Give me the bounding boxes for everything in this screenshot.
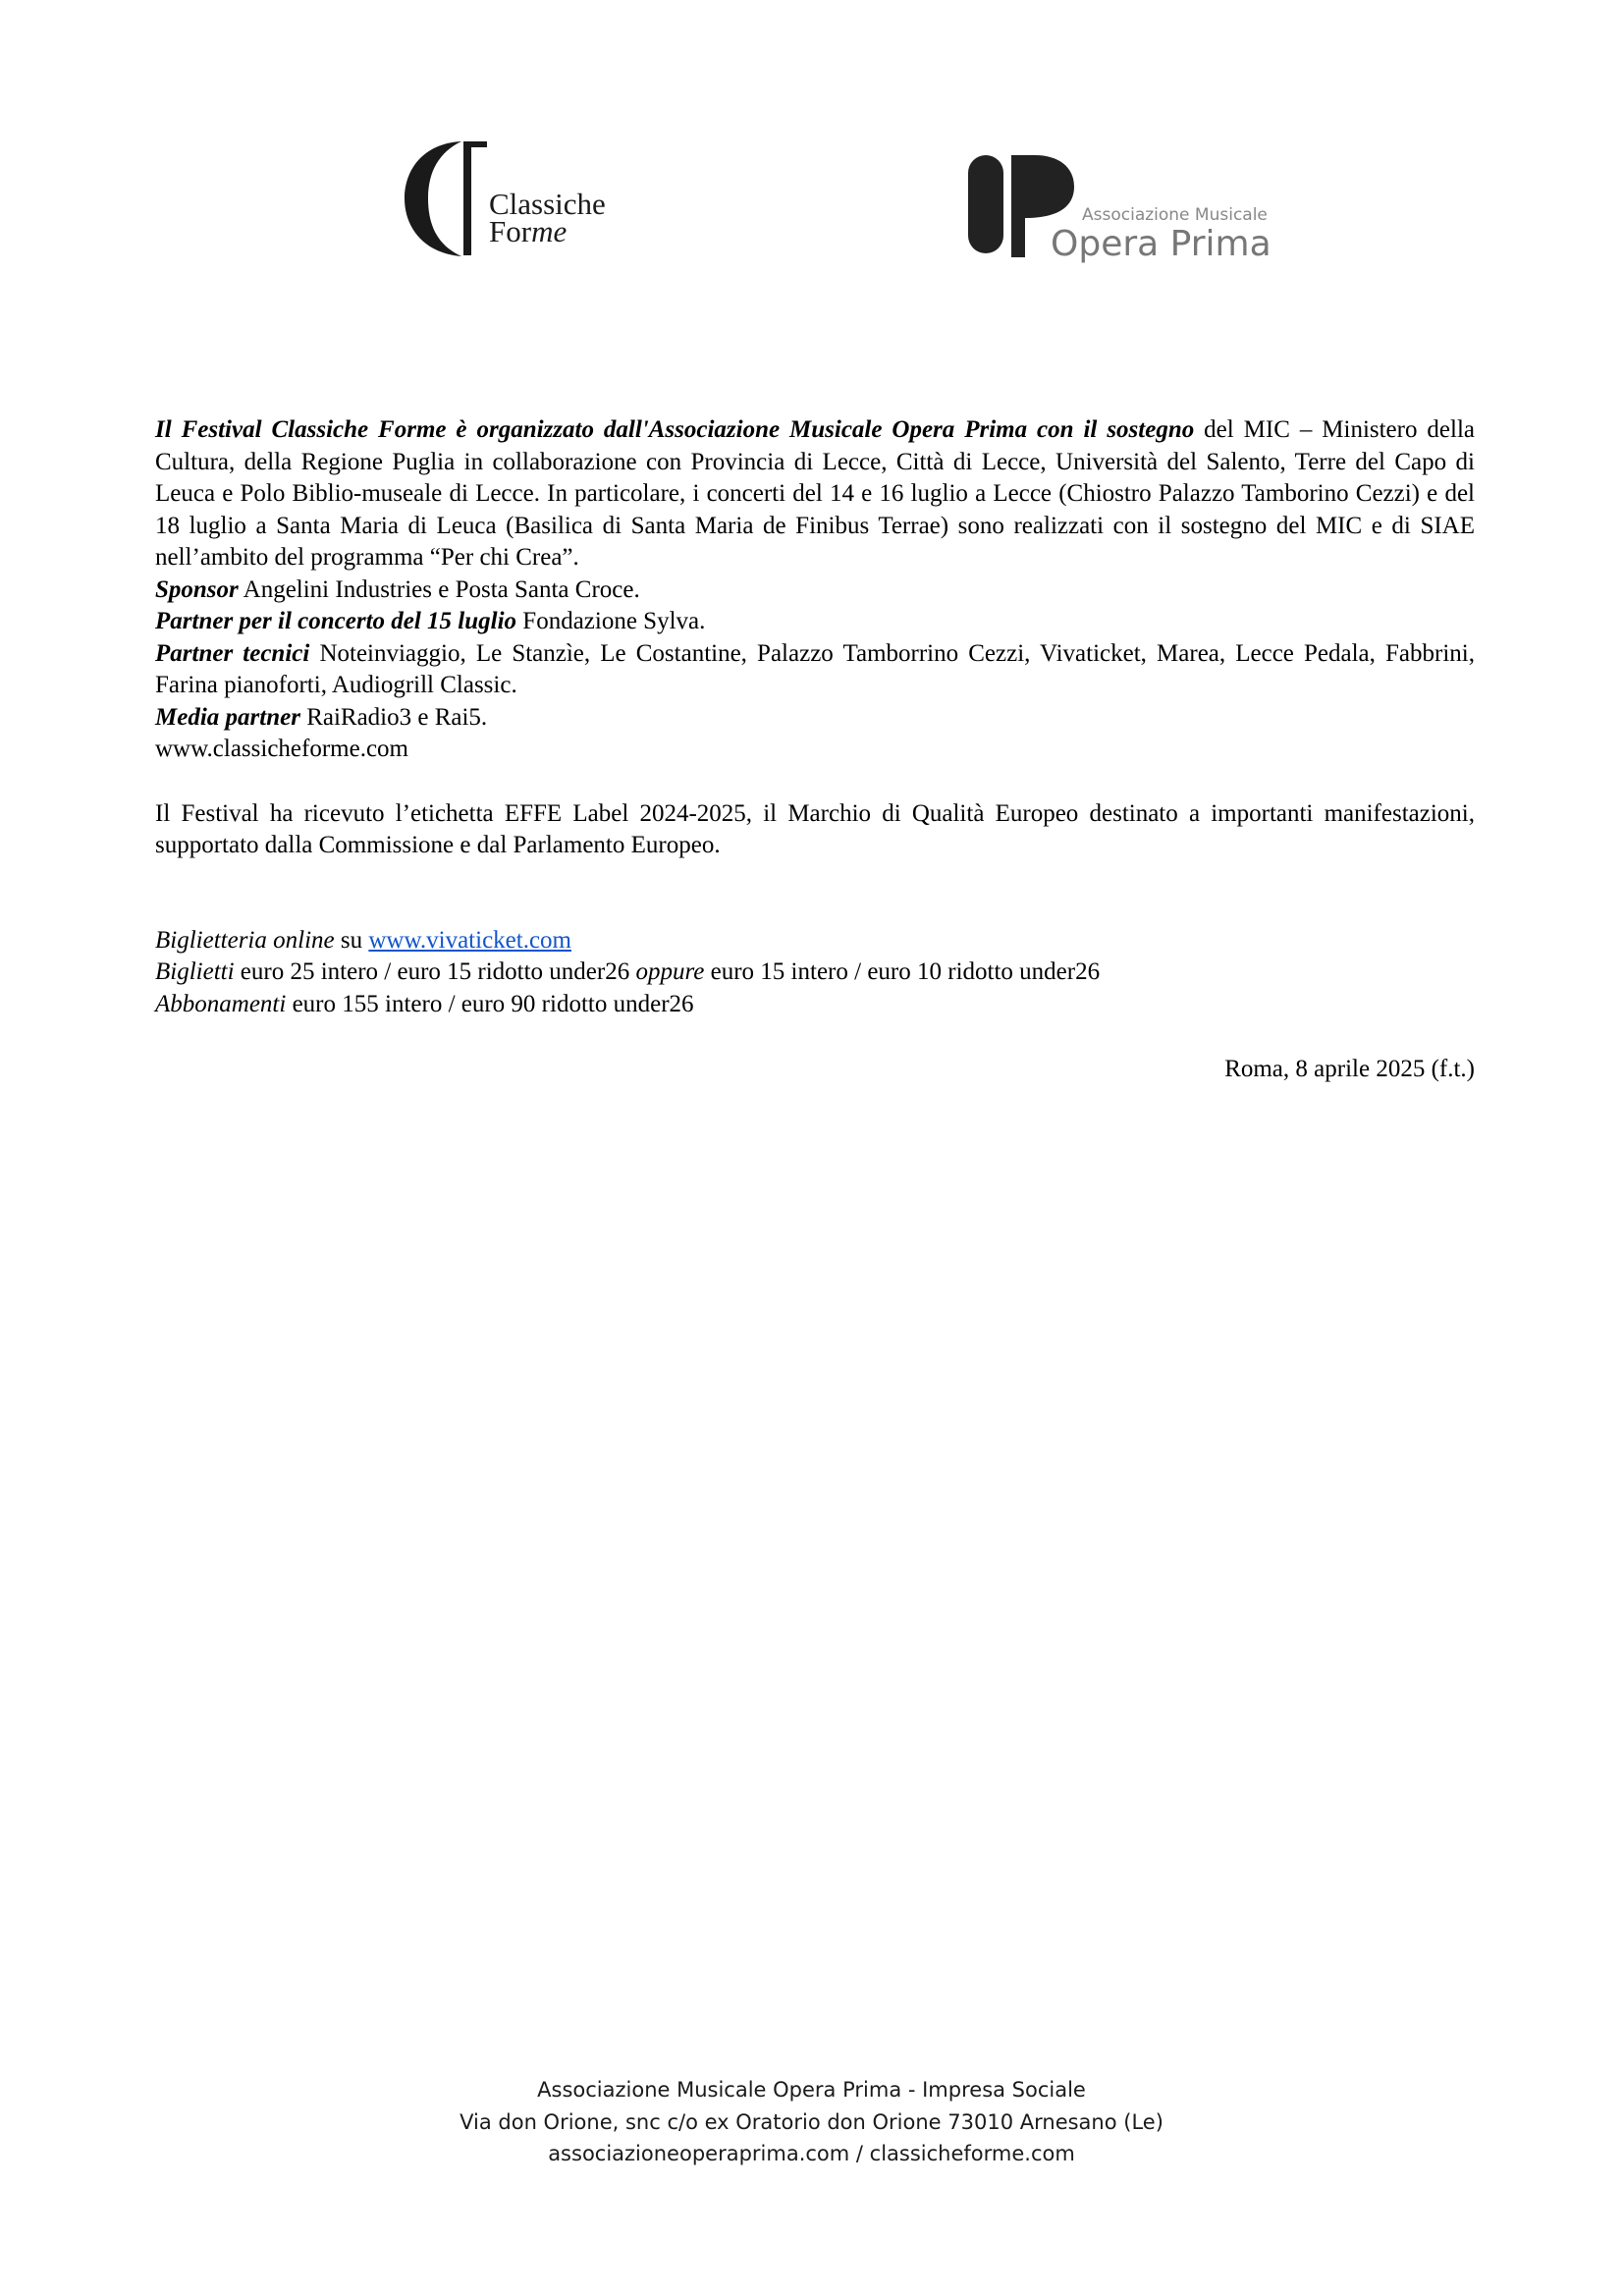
footer-line-3: associazioneoperaprima.com / classicheforme.com bbox=[548, 2142, 1075, 2165]
svg-text:Forme bbox=[489, 214, 567, 248]
classiche-forme-logo-line2a: For bbox=[489, 214, 532, 248]
ticketing-label: Biglietteria online bbox=[155, 926, 335, 954]
footer-line-2: Via don Orione, snc c/o ex Oratorio don Orione 73010 Arnesano (Le) bbox=[460, 2109, 1163, 2134]
sponsor-text: Angelini Industries e Posta Santa Croce. bbox=[238, 575, 640, 603]
vivaticket-link[interactable]: www.vivaticket.com bbox=[368, 926, 571, 954]
intro-text: del MIC – Ministero della Cultura, della Regione Puglia in collaborazione con Provincia di Lecce, Città di Lecce, Università del Salento, Terre del Capo di Leuca e Polo Biblio-museale di Lecce. In particolare, i concerti del 14 e 16 luglio a Lecce (Chiostro Palazzo Tamborino Cezzi) e del 18 luglio a Santa Maria di Leuca (Basilica di Santa Maria de Finibus Terrae) sono realizzati con il sostegno del MIC e di SIAE nell’ambito del programma “Per chi Crea”. bbox=[155, 416, 1476, 571]
partner-tecnici-label: Partner tecnici bbox=[155, 639, 310, 667]
classiche-forme-logo-mark bbox=[403, 137, 638, 260]
opera-prima-logo bbox=[952, 147, 1286, 265]
website-line: www.classicheforme.com bbox=[155, 736, 409, 762]
footer-line-1: Associazione Musicale Opera Prima - Impresa Sociale bbox=[537, 2078, 1086, 2102]
page-footer bbox=[0, 2074, 1623, 2170]
intro-paragraph bbox=[155, 414, 1475, 574]
subscriptions-label: Abbonamenti bbox=[155, 990, 287, 1017]
sponsor-label: Sponsor bbox=[155, 575, 239, 603]
classiche-forme-logo bbox=[403, 137, 638, 260]
opera-prima-logo-line2: Opera Prima bbox=[1051, 224, 1271, 264]
partner-15-luglio-label: Partner per il concerto del 15 luglio bbox=[155, 608, 517, 634]
partner-tecnici-text: Noteinviaggio, Le Stanzìe, Le Costantine, Palazzo Tamborrino Cezzi, Vivaticket, Marea, Lecce Pedala, Fabbrini, Farina pianoforti, Audiogrill Classic. bbox=[155, 639, 1475, 698]
classiche-forme-logo-line1: Classiche bbox=[489, 187, 606, 221]
opera-prima-logo-line1: Associazione Musicale bbox=[1082, 205, 1268, 225]
partner-15-luglio-line bbox=[155, 606, 1475, 638]
tickets-oppure: oppure bbox=[635, 958, 705, 985]
partner-15-luglio-text: Fondazione Sylva. bbox=[516, 608, 706, 634]
intro-emphasis: Il Festival Classiche Forme è organizzato dall'Associazione Musicale Opera Prima con il sostegno bbox=[155, 416, 1195, 443]
partner-tecnici-line bbox=[155, 638, 1475, 702]
date-signature: Roma, 8 aprile 2025 (f.t.) bbox=[1224, 1056, 1475, 1082]
effe-label-paragraph: Il Festival ha ricevuto l’etichetta EFFE Label 2024-2025, il Marchio di Qualità Europeo destinato a importanti manifestazioni, supportato dalla Commissione e dal Parlamento Europeo. bbox=[155, 799, 1475, 858]
tickets-label: Biglietti bbox=[155, 958, 235, 985]
opera-prima-logo-mark bbox=[952, 147, 1286, 265]
media-partner-label: Media partner bbox=[155, 703, 300, 731]
media-partner-line bbox=[155, 702, 1475, 735]
subscriptions-line: Abbonamenti euro 155 intero / euro 90 ridotto under26 bbox=[155, 990, 694, 1017]
classiche-forme-logo-line2b: me bbox=[531, 214, 568, 248]
tickets-line: Biglietti euro 25 intero / euro 15 ridotto under26 oppure euro 15 intero / euro 10 ridotto under26 bbox=[155, 958, 1101, 985]
media-partner-text: RaiRadio3 e Rai5. bbox=[299, 703, 488, 731]
press-release-body bbox=[155, 414, 1475, 1086]
sponsor-line bbox=[155, 574, 1475, 607]
ticketing-line: Biglietteria online su www.vivaticket.com bbox=[155, 926, 571, 954]
